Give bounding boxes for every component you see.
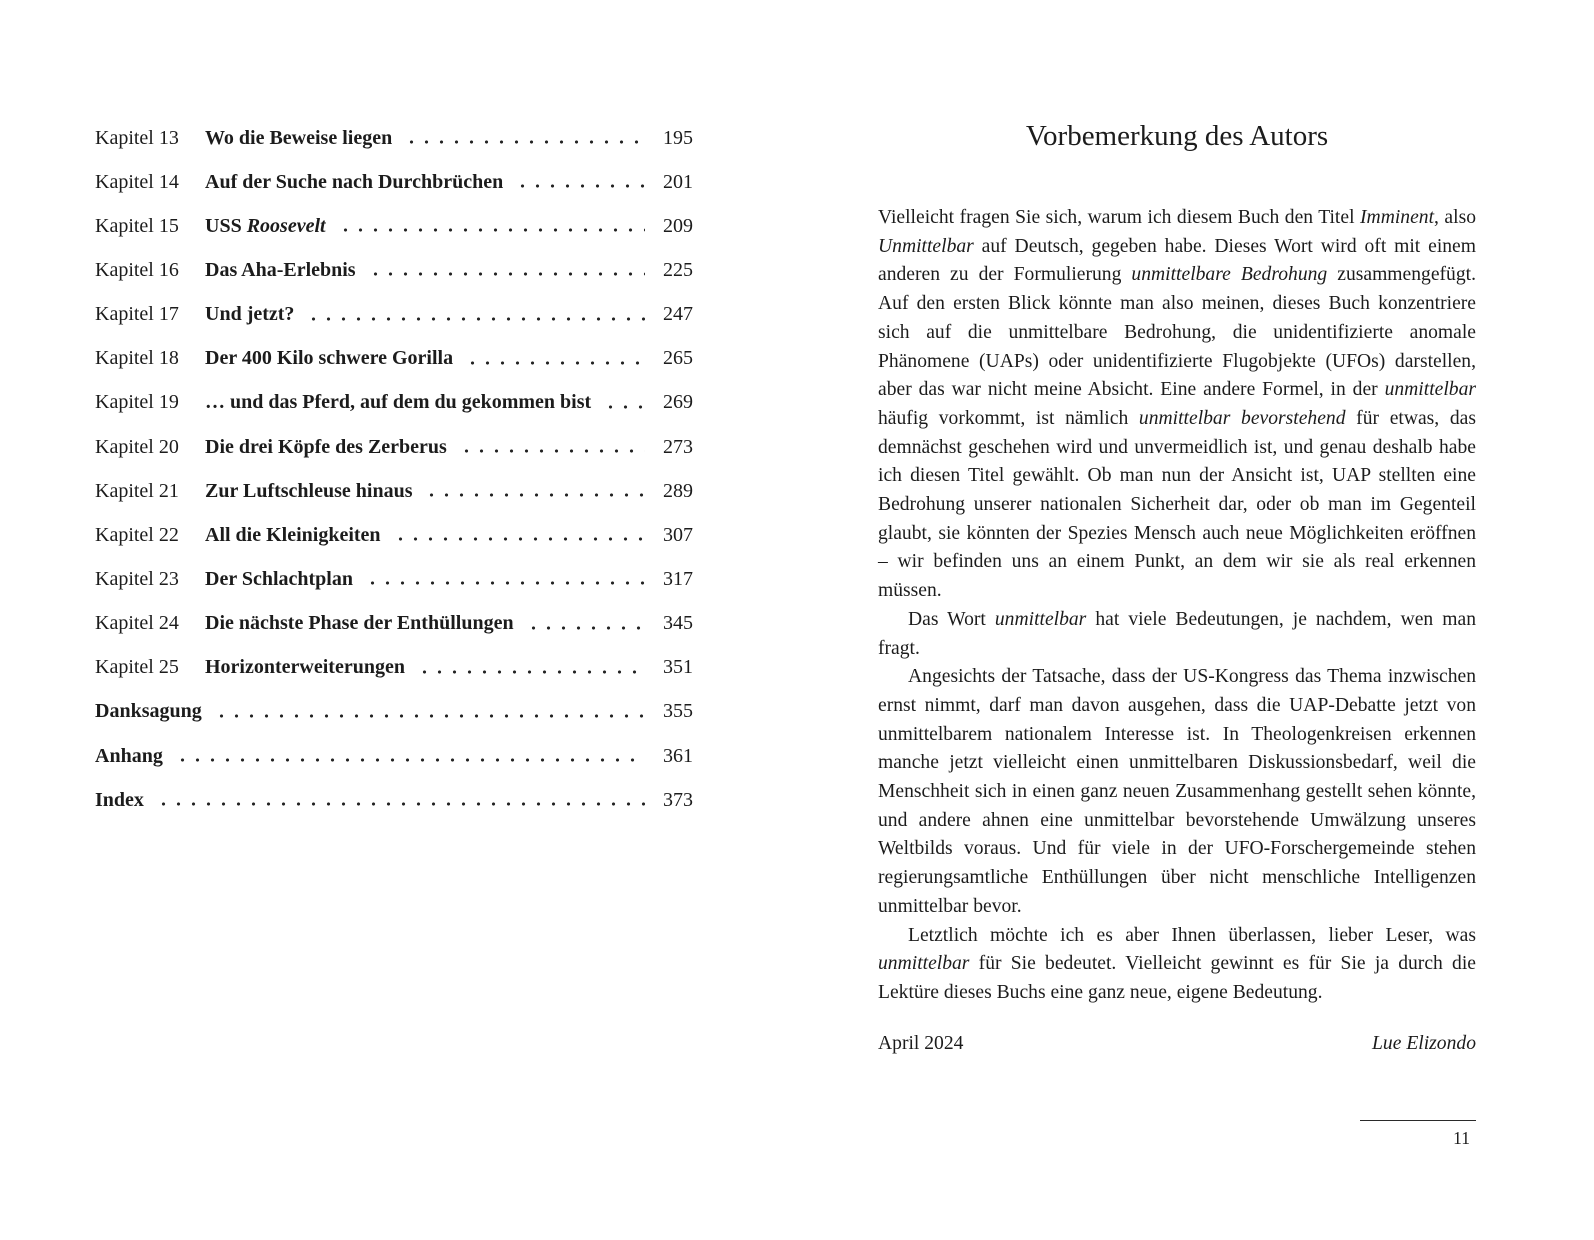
toc-chapter-title: Horizonterweiterungen [205, 656, 405, 679]
toc-entry [95, 690, 693, 734]
page-title: Vorbemerkung des Autors [1025, 120, 1329, 152]
toc-page-number: 351 [663, 656, 693, 679]
toc-chapter-title: Die nächste Phase der Enthüllungen [205, 612, 514, 635]
toc-page-number: 269 [663, 391, 693, 414]
toc-chapter-label: Kapitel 17 [95, 303, 179, 326]
toc-dot-leader [465, 350, 645, 368]
toc-entry [95, 160, 693, 204]
toc-chapter-title: USS Roosevelt [205, 214, 326, 237]
toc-chapter-label: Kapitel 13 [95, 126, 179, 149]
toc-entry [95, 778, 693, 822]
toc-dot-leader [417, 659, 645, 677]
toc-entry [95, 381, 693, 425]
toc-chapter-title: … und das Pferd, auf dem du gekommen bist [205, 391, 592, 414]
toc-page-number: 289 [663, 479, 693, 502]
toc-chapter-title: Und jetzt? [205, 303, 295, 326]
toc-chapter-label: Kapitel 21 [95, 479, 179, 502]
toc-entry [95, 248, 693, 292]
preface-page [878, 118, 1476, 1055]
toc-dot-leader [424, 482, 645, 500]
toc-page-number: 209 [663, 214, 693, 237]
toc-chapter-label: Kapitel 20 [95, 435, 179, 458]
toc-dot-leader [459, 438, 645, 456]
preface-paragraph: Das Wort unmittelbar hat viele Bedeutungen, je nachdem, wen man fragt. [878, 608, 1476, 659]
preface-date: April 2024 [878, 1032, 964, 1054]
preface-paragraph: Vielleicht fragen Sie sich, warum ich diesem Buch den Titel Imminent, also Unmittelbar auf Deutsch, gegeben habe. Dieses Wort wird oft mit einem anderen zu der Formulierung unmittelbare Bedrohung zusammengefügt. Auf den ersten Blick könnte man also meinen, dieses Buch konzentriere sich auf die unmittelbare Bedrohung, die unidentifizierte anomale Phänomene (UAPs) oder unidentifizierte Flugobjekte (UFOs) darstellen, aber das war nicht meine Absicht. Eine andere Formel, in der unmittelbar häufig vorkommt, ist nämlich unmittelbar bevorstehend für etwas, das demnächst geschehen wird und unvermeidlich ist, und genau deshalb habe ich diesen Titel gewählt. Ob man nun der Ansicht ist, UAP stellten eine Bedrohung unserer nationalen Sicherheit dar, oder ob man im Gegenteil glaubt, sie könnten der Spezies Mensch auch neue Möglichkeiten eröffnen – wir befinden uns an einem Punkt, an dem wir sie als real erkennen müssen. [878, 207, 1476, 602]
toc-chapter-title: Der 400 Kilo schwere Gorilla [205, 347, 454, 370]
toc-dot-leader [306, 306, 645, 324]
toc-dot-leader [526, 615, 645, 633]
toc-page-number: 355 [663, 700, 693, 723]
toc-dot-leader [603, 394, 645, 412]
signoff-row [878, 1033, 1476, 1055]
toc-chapter-label: Kapitel 22 [95, 523, 179, 546]
toc-page-number: 345 [663, 612, 693, 635]
toc-dot-leader [393, 526, 645, 544]
toc-dot-leader [365, 570, 645, 588]
toc-dot-leader [214, 703, 645, 721]
toc-entry [95, 337, 693, 381]
toc-chapter-label: Kapitel 23 [95, 567, 179, 590]
toc-entry [95, 469, 693, 513]
toc-dot-leader [338, 217, 645, 235]
toc-entry [95, 204, 693, 248]
toc-dot-leader [368, 261, 645, 279]
toc-chapter-title: Der Schlachtplan [205, 567, 353, 590]
toc-dot-leader [515, 173, 645, 191]
toc-page-number: 265 [663, 347, 693, 370]
toc-entry [95, 425, 693, 469]
toc-entry [95, 602, 693, 646]
toc-page-number: 273 [663, 435, 693, 458]
toc-chapter-title: Wo die Beweise liegen [205, 126, 393, 149]
toc-chapter-label: Kapitel 25 [95, 656, 179, 679]
toc-page-number: 361 [663, 744, 693, 767]
table-of-contents [95, 116, 693, 822]
toc-chapter-title: Danksagung [95, 700, 202, 723]
toc-page-number: 317 [663, 567, 693, 590]
toc-entry [95, 293, 693, 337]
toc-chapter-title: All die Kleinigkeiten [205, 523, 381, 546]
toc-dot-leader [175, 747, 645, 765]
toc-dot-leader [404, 129, 645, 147]
toc-page-number: 195 [663, 126, 693, 149]
toc-page-number: 373 [663, 788, 693, 811]
toc-chapter-title: Das Aha-Erlebnis [205, 258, 356, 281]
toc-entry [95, 734, 693, 778]
toc-chapter-title: Zur Luftschleuse hinaus [205, 479, 413, 502]
toc-dot-leader [156, 791, 645, 809]
toc-page-number: 201 [663, 170, 693, 193]
toc-chapter-title: Auf der Suche nach Durchbrüchen [205, 170, 504, 193]
page-number: 11 [1453, 1128, 1470, 1148]
toc-chapter-label: Kapitel 24 [95, 612, 179, 635]
toc-page-number: 307 [663, 523, 693, 546]
toc-entry [95, 557, 693, 601]
preface-body [878, 204, 1476, 1008]
toc-chapter-title: Index [95, 788, 144, 811]
toc-page-number: 225 [663, 258, 693, 281]
toc-entry [95, 513, 693, 557]
toc-chapter-label: Kapitel 15 [95, 214, 179, 237]
preface-paragraph: Angesichts der Tatsache, dass der US-Kongress das Thema inzwischen ernst nimmt, darf man davon ausgehen, dass die UAP-Debatte jetzt von unmittelbarem nationalem Interesse ist. In Theologenkreisen erkennen manche jetzt vielleicht einen unmittelbaren Diskussionsbedarf, weil die Menschheit sich in einen ganz neuen Zusammenhang gestellt sehen könnte, und andere ahnen eine unmittelbar bevorstehende Umwälzung unseres Weltbilds voraus. Und für viele in der UFO-Forschergemeinde stehen regierungsamtliche Enthüllungen über nicht menschliche Intelligenzen unmittelbar bevor. [878, 666, 1476, 917]
toc-entry [95, 646, 693, 690]
toc-chapter-label: Kapitel 14 [95, 170, 179, 193]
toc-chapter-label: Kapitel 18 [95, 347, 179, 370]
page-number-block [1360, 1120, 1476, 1149]
toc-entry [95, 116, 693, 160]
preface-author: Lue Elizondo [1372, 1032, 1476, 1054]
preface-paragraph: Letztlich möchte ich es aber Ihnen überlassen, lieber Leser, was unmittelbar für Sie bedeutet. Vielleicht gewinnt es für Sie ja durch die Lektüre dieses Buchs eine ganz neue, eigene Bedeutung. [878, 924, 1476, 1003]
toc-chapter-label: Kapitel 19 [95, 391, 179, 414]
toc-page-number: 247 [663, 303, 693, 326]
toc-chapter-title: Die drei Köpfe des Zerberus [205, 435, 447, 458]
toc-chapter-title: Anhang [95, 744, 163, 767]
toc-chapter-label: Kapitel 16 [95, 258, 179, 281]
